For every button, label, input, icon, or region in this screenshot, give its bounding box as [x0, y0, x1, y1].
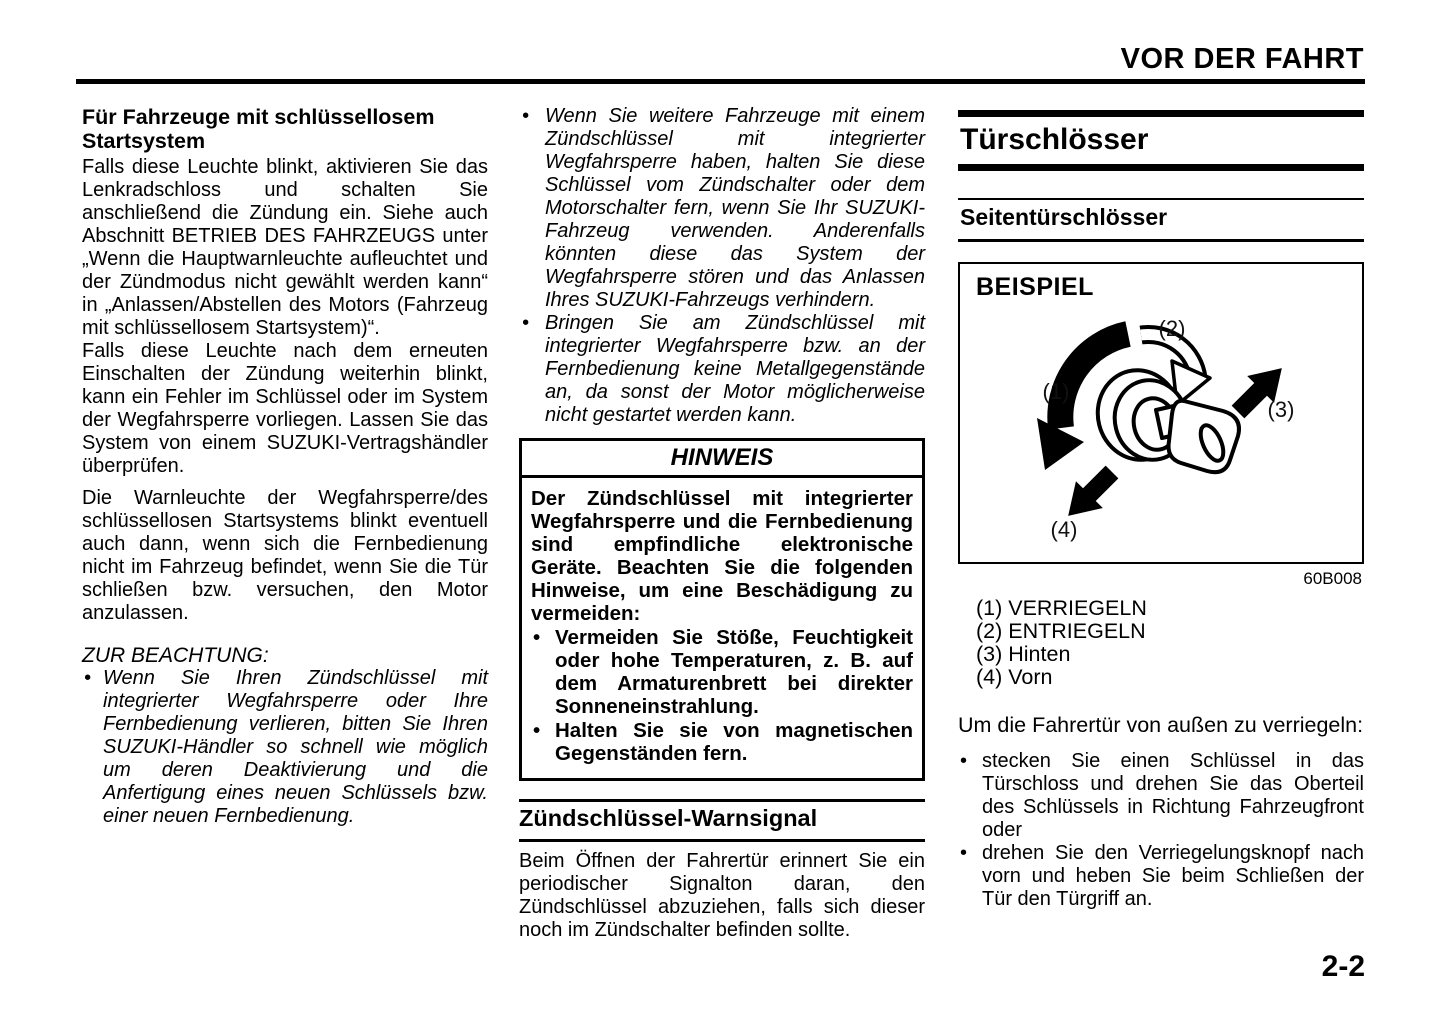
lock-outside-steps [958, 750, 1364, 911]
heading-bar-bottom [958, 164, 1364, 171]
warnsignal-heading-block [519, 799, 925, 842]
door-lock-diagram [960, 264, 1363, 558]
hinweis-bullet-2: • Halten Sie sie von magnetischen Gegenständen fern. [531, 719, 913, 765]
middle-column [519, 105, 925, 942]
left-column [82, 105, 488, 828]
lock-step-1: • stecken Sie einen Schlüssel in das Türschloss und drehen Sie das Oberteil des Schlüssels in Richtung Fahrzeugfront oder [958, 750, 1364, 842]
keyless-paragraph-2: Falls diese Leuchte nach dem erneuten Einschalten der Zündung weiterhin blinkt, kann ein Fehler im Schlüssel oder im System der Wegfahrsperre vorliegen. Lassen Sie das System von einem SUZUKI-Vertragshändler überprüfen. [82, 340, 488, 477]
warnsignal-body: Beim Öffnen der Fahrertür erinnert Sie ein periodischer Signalton daran, den Zündschlüssel abzuziehen, falls sich dieser noch im Zündschalter befinden sollte. [519, 850, 925, 941]
side-door-locks-heading: Seitentürschlösser [960, 204, 1168, 230]
callout-3: (3) [1267, 397, 1295, 422]
note-label: ZUR BEACHTUNG: [82, 644, 269, 667]
warnsignal-heading: Zündschlüssel-Warnsignal [519, 805, 818, 831]
hinweis-intro: Der Zündschlüssel mit integrierter Wegfahrsperre und die Fernbedienung sind empfindliche elektronische Geräte. Beachten Sie die folgenden Hinweise, um eine Beschädigung zu vermeiden: [531, 487, 913, 625]
callout-4: (4) [1050, 517, 1078, 542]
figure-legend [958, 597, 1364, 689]
page-header-title: VOR DER FAHRT [1120, 43, 1364, 75]
lock-step-2: • drehen Sie den Verriegelungsknopf nach vorn und heben Sie beim Schließen der Tür den Türgriff an. [958, 842, 1364, 911]
right-column [958, 110, 1364, 911]
key-in-lock-illustration [1088, 361, 1239, 472]
remote-bullet-1: • Wenn Sie weitere Fahrzeuge mit einem Zündschlüssel mit integrierter Wegfahrsperre haben, halten Sie diese Schlüssel vom Zündschalter oder dem Motorschalter fern, wenn Sie Ihr SUZUKI-Fahrzeug verwenden. Anderenfalls könnten diese das System der Wegfahrsperre stören und das Anlassen Ihres SUZUKI-Fahrzeugs verhindern. [519, 105, 925, 312]
callout-1: (1) [1042, 379, 1070, 404]
keyless-start-heading: Für Fahrzeuge mit schlüssellosem Startsystem [82, 105, 435, 153]
immobilizer-warning-paragraph: Die Warnleuchte der Wegfahrsperre/des schlüssellosen Startsystems blinkt eventuell auch dann, wenn sich die Fernbedienung nicht im Fahrzeug befindet, wenn Sie die Tür schließen bzw. versuchen, den Motor anzulassen. [82, 487, 488, 624]
side-door-locks-block [958, 198, 1364, 242]
door-lock-figure [958, 262, 1364, 564]
legend-item-2: (2) ENTRIEGELN [976, 619, 1146, 643]
keyless-paragraph-1: Falls diese Leuchte blinkt, aktivieren Sie das Lenkradschloss und schalten Sie anschließend die Zündung ein. Siehe auch Abschnitt BETRIEB DES FAHRZEUGS unter „Wenn die Hauptwarnleuchte aufleuchtet und der Zündmodus nicht gewählt werden kann“ in „Anlassen/Abstellen des Motors (Fahrzeug mit schlüssellosem Startsystem)“. [82, 156, 488, 339]
hinweis-body [522, 478, 922, 778]
note-bullet-1: • Wenn Sie Ihren Zündschlüssel mit integrierter Wegfahrsperre oder Ihre Fernbedienung verlieren, bitten Sie Ihren SUZUKI-Händler so schnell wie möglich um deren Deaktivierung und die Anfertigung eines neuen Schlüssels bzw. einer neuen Fernbedienung. [82, 667, 488, 828]
remote-bullet-2: • Bringen Sie am Zündschlüssel mit integrierter Wegfahrsperre bzw. an der Fernbedienung keine Metallgegenstände an, da sonst der Motor möglicherweise nicht gestartet werden kann. [519, 312, 925, 427]
hinweis-bullet-1: • Vermeiden Sie Stöße, Feuchtigkeit oder hohe Temperaturen, z. B. auf dem Armaturenbrett bei direkter Sonneneinstrahlung. [531, 626, 913, 718]
page-number: 2-2 [1321, 950, 1365, 983]
hinweis-title: HINWEIS [522, 441, 922, 478]
heading-bar-top [958, 110, 1364, 117]
callout-2: (2) [1158, 316, 1186, 341]
hinweis-notice-box [519, 438, 925, 781]
figure-example-label: BEISPIEL [976, 273, 1094, 301]
door-locks-heading: Türschlösser [960, 123, 1149, 156]
figure-caption: 60B008 [1303, 569, 1362, 588]
header-rule [76, 79, 1365, 84]
legend-item-3: (3) Hinten [976, 642, 1071, 666]
legend-item-1: (1) VERRIEGELN [976, 596, 1147, 620]
legend-item-4: (4) Vorn [976, 665, 1053, 689]
lock-outside-intro: Um die Fahrertür von außen zu verriegeln: [958, 713, 1364, 737]
